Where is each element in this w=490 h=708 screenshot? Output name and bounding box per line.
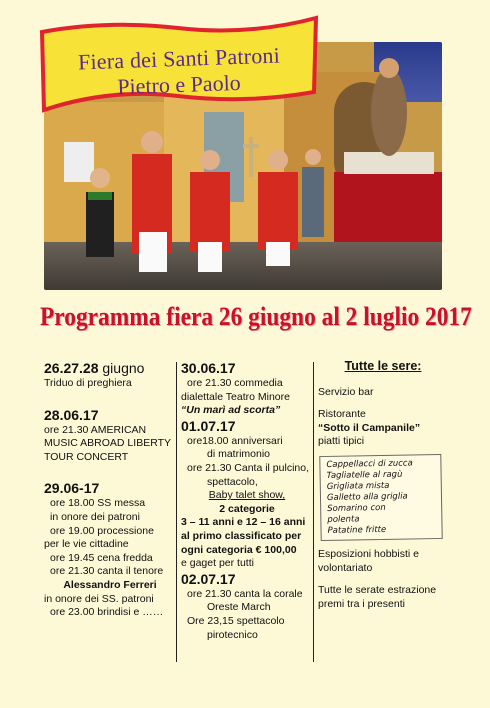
menu-item: Grigliata mista	[326, 480, 390, 492]
event-line: pirotecnico	[207, 628, 258, 641]
menu-item: Tagliatelle al ragù	[326, 469, 403, 481]
menu-item: Somarino con	[327, 502, 386, 514]
day-heading: 26.27.28 giugno	[44, 360, 145, 376]
info-line: Servizio bar	[318, 385, 374, 398]
every-evening-heading: Tutte le sere:	[344, 359, 422, 373]
menu-box	[319, 454, 442, 541]
info-line: Tutte le serate estrazione	[318, 584, 437, 597]
every-evening-column	[318, 360, 448, 611]
event-line: ore 21.30 canta la corale	[187, 587, 303, 600]
event-line: spettacolo,	[207, 475, 258, 488]
event-line: ore 19.45 cena fredda	[50, 551, 153, 564]
day-heading: 02.07.17	[181, 570, 236, 587]
info-line: Esposizioni hobbisti e	[318, 547, 419, 560]
program-headline: Programma fiera 26 giugno al 2 luglio 2017	[40, 302, 472, 331]
event-line: ore 23.00 brindisi e ……	[50, 606, 164, 619]
banner-title-line2: Pietro e Paolo	[116, 69, 242, 100]
menu-item: Galletto alla griglia	[326, 491, 408, 503]
menu-item: polenta	[327, 514, 360, 525]
day-heading: 29.06-17	[44, 480, 100, 497]
banner-title-line1: Fiera dei Santi Patroni	[77, 42, 281, 75]
day-heading: 30.06.17	[181, 360, 236, 376]
event-line: al primo classificato per	[181, 529, 302, 542]
menu-item: Cappellacci di zucca	[326, 458, 413, 470]
schedule-column-2	[181, 360, 313, 642]
event-line: TOUR CONCERT	[44, 450, 129, 463]
event-line: e gaget per tutti	[181, 557, 254, 570]
event-line: ore 19.00 processione	[50, 524, 154, 537]
event-line: Oreste March	[207, 601, 271, 614]
event-line: ore 21.30 AMERICAN	[44, 423, 147, 436]
info-line: premi tra i presenti	[318, 597, 405, 610]
event-line: ore 21.30 Canta il pulcino,	[187, 461, 309, 474]
column-divider	[313, 362, 314, 662]
info-line: piatti tipici	[318, 435, 365, 448]
info-line: Ristorante	[318, 408, 366, 421]
event-line: in onore dei SS. patroni	[44, 592, 154, 605]
show-title: “Un marì ad scorta”	[181, 404, 281, 417]
day-heading: 01.07.17	[181, 417, 236, 434]
event-line: ore 21.30 canta il tenore	[50, 565, 164, 578]
menu-item: Patatine fritte	[327, 524, 387, 536]
event-line: in onore dei patroni	[50, 510, 140, 523]
event-line: 3 – 11 anni e 12 – 16 anni	[181, 516, 306, 529]
event-line: di matrimonio	[207, 448, 271, 461]
event-line: per le vie cittadine	[44, 538, 129, 551]
event-line: 2 categorie	[219, 502, 275, 515]
event-line: ore18.00 anniversari	[187, 434, 283, 447]
schedule-column-1	[44, 360, 176, 620]
day-heading: 28.06.17	[44, 406, 99, 423]
info-line: volontariato	[318, 561, 373, 574]
event-line: ogni categoria € 100,00	[181, 543, 297, 556]
column-divider	[176, 362, 177, 662]
title-banner	[38, 14, 320, 124]
event-line: Ore 23,15 spettacolo	[187, 614, 285, 627]
restaurant-name: “Sotto il Campanile”	[318, 421, 421, 434]
event-line: Triduo di preghiera	[44, 377, 132, 389]
event-line: ore 18.00 SS messa	[50, 497, 146, 510]
event-line: ore 21.30 commedia	[187, 377, 283, 389]
event-line: MUSIC ABROAD LIBERTY	[44, 437, 172, 450]
event-line: Baby talet show,	[208, 489, 286, 502]
event-line: dialettale Teatro Minore	[181, 390, 290, 403]
performer-name: Alessandro Ferreri	[63, 578, 157, 591]
